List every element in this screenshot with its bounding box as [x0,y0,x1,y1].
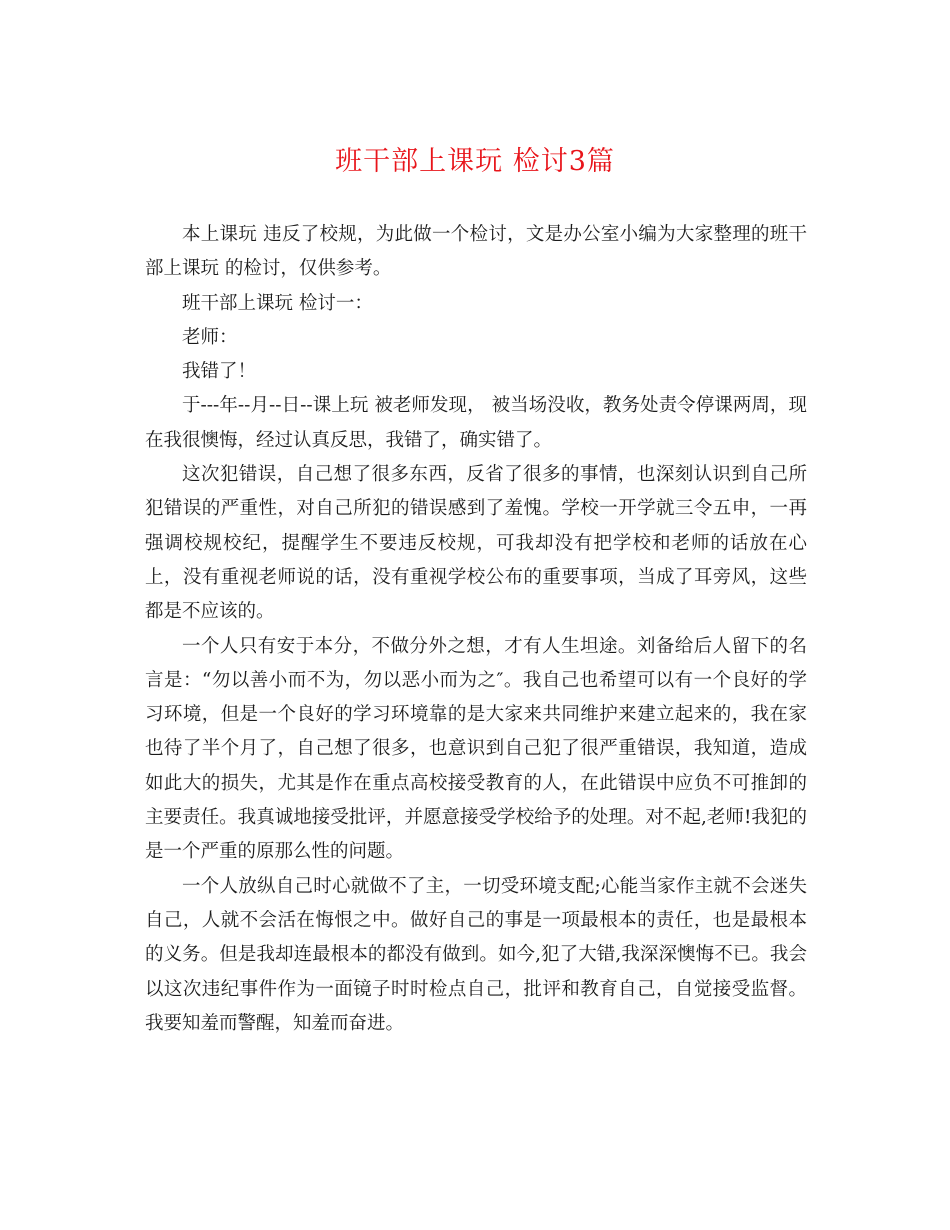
salutation: 老师： [182,326,238,348]
section-heading: 班干部上课玩 检讨一： [182,292,373,314]
lesson-paragraph: 一个人只有安于本分，不做分外之想，才有人生坦途。刘备给后人留下的名言是：“勿以善小而不为，勿以恶小而为之″。我自己也希望可以有一个良好的学习环境，但是一个良好的学习环境靠的是大家来共同维护来建立起来的，我在家也待了半个月了，自己想了很多，也意识到自己犯了很严重错误，我知道，造成如此大的损失，尤其是作在重点高校接受教育的人，在此错误中应负不可推卸的主要责任。我真诚地接受批评，并愿意接受学校给予的处理。对不起,老师!我犯的是一个严重的原那么性的问题。 [145,635,807,863]
commitment-paragraph: 一个人放纵自己时心就做不了主，一切受环境支配;心能当家作主就不会迷失自己，人就不会活在悔恨之中。做好自己的事是一项最根本的责任，也是最根本的义务。但是我却连最根本的都没有做到。如今,犯了大错,我深深懊悔不已。我会以这次违纪事件作为一面镜子时时检点自己，批评和教育自己，自觉接受监督。我要知羞而警醒，知羞而奋进。 [145,875,807,1034]
reflection-paragraph: 这次犯错误，自己想了很多东西，反省了很多的事情，也深刻认识到自己所犯错误的严重性，对自己所犯的错误感到了羞愧。学校一开学就三令五申，一再强调校规校纪，提醒学生不要违反校规，可我却没有把学校和老师的话放在心上，没有重视老师说的话，没有重视学校公布的重要事项，当成了耳旁风，这些都是不应该的。 [145,464,807,623]
incident-paragraph: 于---年--月--日--课上玩 被老师发现， 被当场没收，教务处责令停课两周，现在我很懊悔，经过认真反思，我错了，确实错了。 [145,395,807,451]
document-body [145,218,807,1041]
intro-paragraph: 本上课玩 违反了校规，为此做一个检讨，文是办公室小编为大家整理的班干部上课玩 的检讨，仅供参考。 [145,224,807,280]
apology-line: 我错了！ [182,361,257,383]
document-title: 班干部上课玩 检讨3篇 [335,146,615,177]
